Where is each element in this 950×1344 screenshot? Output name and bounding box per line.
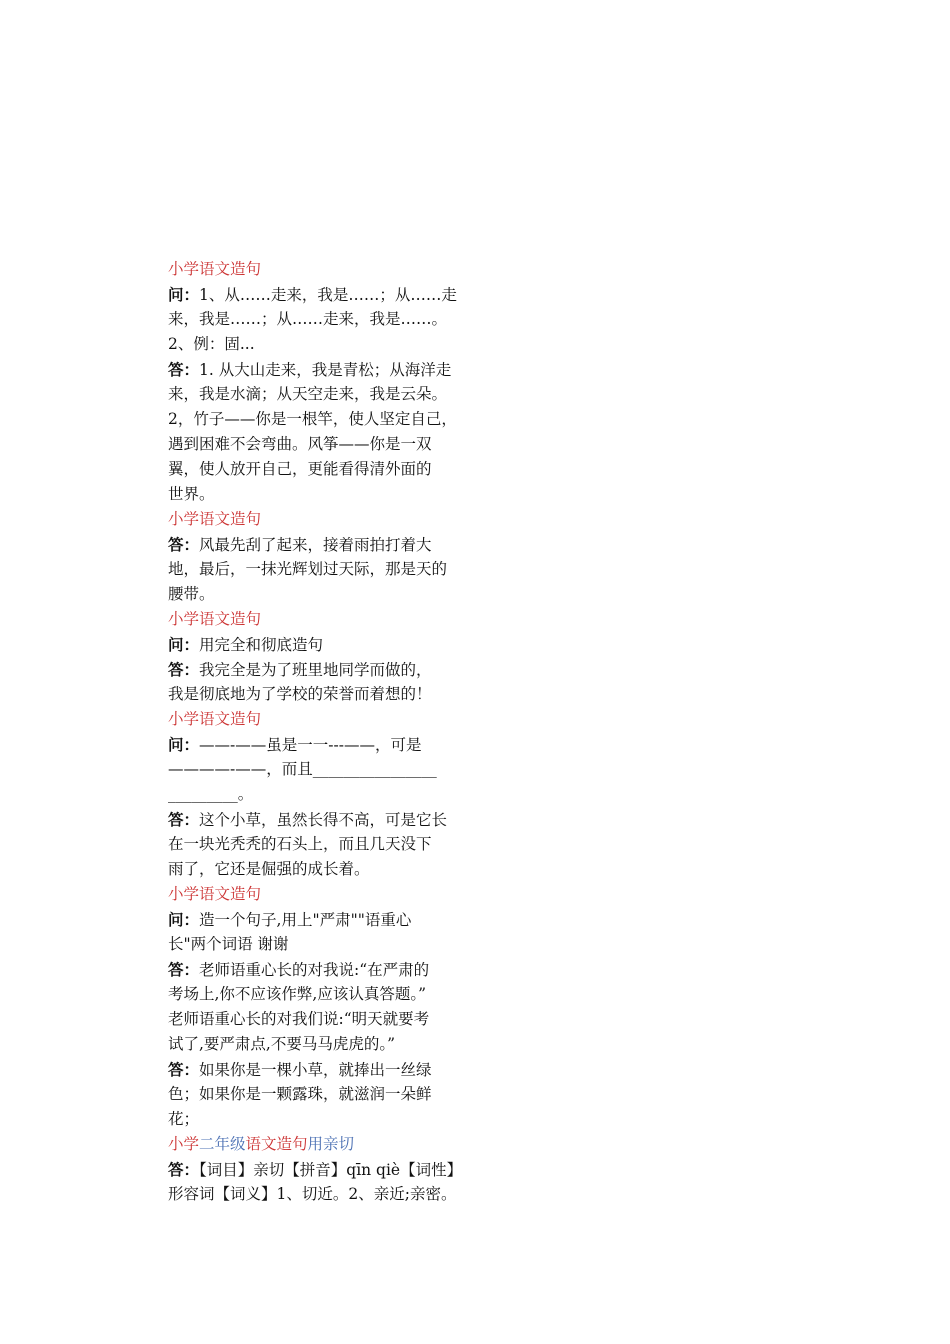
answer-label: 答： [168,660,200,679]
answer-line: 在一块光秃秃的石头上，而且几天没下 [168,835,432,853]
answer-line: 地，最后，一抹光辉划过天际，那是天的 [168,560,448,578]
question-line: ————-——，而且________________ [168,760,437,778]
answer-line: 来，我是水滴；从天空走来，我是云朵。 [168,385,448,403]
section-heading[interactable]: 小学语文造句 [168,885,262,903]
answer-label: 答： [168,960,200,979]
answer-line: 我是彻底地为了学校的荣誉而着想的！ [168,685,432,703]
question-line: 问：造一个句子,用上"严肃""语重心 [168,910,412,929]
text-column [168,257,463,1207]
section-heading[interactable]: 小学语文造句 [168,710,262,728]
question-line: 问：1、从……走来，我是……；从……走 [168,285,457,304]
answer-line: 答：风最先刮了起来，接着雨拍打着大 [168,535,432,554]
answer-line: 世界。 [168,485,215,503]
answer-line: 答：老师语重心长的对我说:“在严肃的 [168,960,430,979]
section-heading-link[interactable]: 小学二年级语文造句用亲切 [168,1135,355,1153]
question-line: 来，我是……；从……走来，我是……。 [168,310,448,328]
answer-line: 试了,要严肃点,不要马马虎虎的。” [168,1035,396,1053]
section-heading[interactable]: 小学语文造句 [168,510,262,528]
answer-label: 答： [168,810,200,829]
answer-line: 翼，使人放开自己，更能看得清外面的 [168,460,432,478]
question-line: 问：用完全和彻底造句 [168,635,324,654]
answer-label: 答： [168,1060,200,1079]
answer-label: 答： [168,1160,200,1179]
question-label: 问： [168,635,200,654]
answer-line: 形容词【词义】1、切近。2、亲近;亲密。 [168,1185,457,1203]
answer-line: 答：1. 从大山走来，我是青松；从海洋走 [168,360,452,379]
question-line: 长"两个词语 谢谢 [168,935,289,953]
answer-line: 考场上,你不应该作弊,应该认真答题。” [168,985,427,1003]
question-line: _________。 [168,785,254,803]
question-label: 问： [168,285,200,304]
answer-label: 答： [168,535,200,554]
answer-line: 遇到困难不会弯曲。风筝——你是一双 [168,435,432,453]
answer-line: 答：我完全是为了班里地同学而做的， [168,660,432,679]
answer-line: 答：这个小草，虽然长得不高，可是它长 [168,810,448,829]
answer-line: 腰带。 [168,585,215,603]
answer-line: 色；如果你是一颗露珠，就滋润一朵鲜 [168,1085,432,1103]
section-heading[interactable]: 小学语文造句 [168,610,262,628]
answer-label: 答： [168,360,200,379]
answer-line: 答：如果你是一棵小草，就捧出一丝绿 [168,1060,432,1079]
question-label: 问： [168,910,200,929]
answer-line: 答：【词目】亲切【拼音】qīn qiè【词性】 [168,1160,463,1179]
answer-line: 2，竹子——你是一根竿，使人坚定自己， [168,410,457,428]
answer-line: 花； [168,1110,200,1128]
question-line: 2、例：固... [168,335,255,353]
question-label: 问： [168,735,200,754]
answer-line: 老师语重心长的对我们说:“明天就要考 [168,1010,430,1028]
section-heading[interactable]: 小学语文造句 [168,260,262,278]
answer-line: 雨了，它还是倔强的成长着。 [168,860,370,878]
question-line: 问：——-——虽是一一---——，可是 [168,735,422,754]
